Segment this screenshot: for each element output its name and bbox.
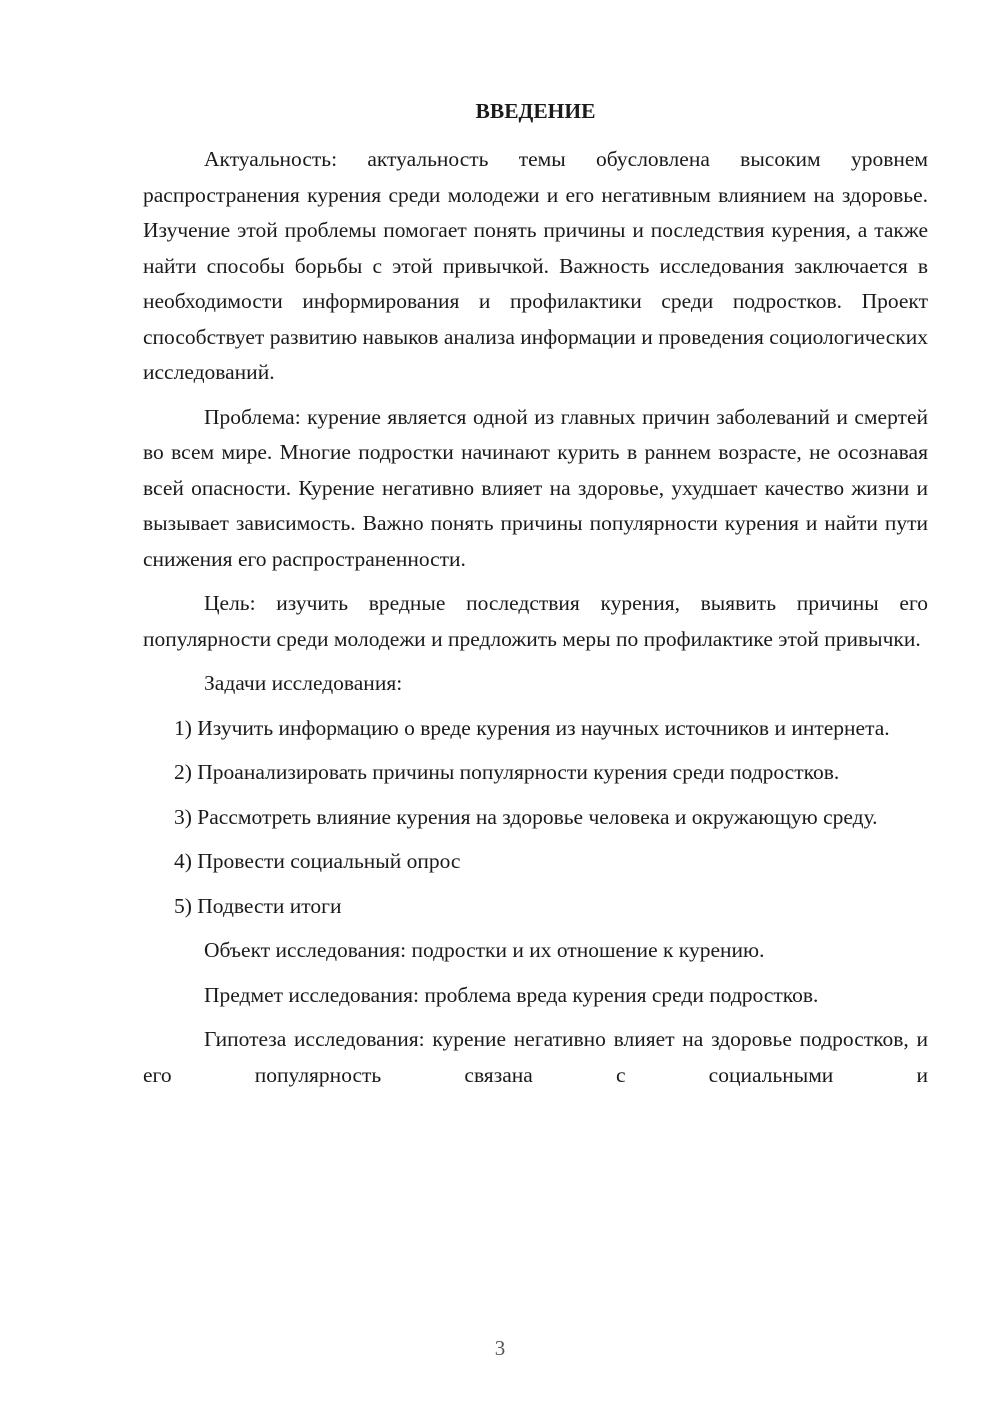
task-item: 1) Изучить информацию о вреде курения из научных источников и интернета.: [174, 715, 890, 740]
research-hypothesis: Гипотеза исследования: курение негативно влияет на здоровье подростков, и его популярность связана с социальными и: [143, 1027, 928, 1087]
paragraph-relevance: Актуальность: актуальность темы обусловлена высоким уровнем распространения курения среди молодежи и его негативным влиянием на здоровье. Изучение этой проблемы помогает понять причины и последствия курения, а также найти способы борьбы с этой привычкой. Важность исследования заключается в необходимости информирования и профилактики среди подростков. Проект способствует развитию навыков анализа информации и проведения социологических исследований.: [143, 147, 928, 384]
task-item: 5) Подвести итоги: [174, 893, 342, 918]
research-subject: Предмет исследования: проблема вреда курения среди подростков.: [204, 982, 819, 1007]
page-content: [143, 96, 928, 1102]
paragraph-problem: Проблема: курение является одной из главных причин заболеваний и смертей во всем мире. Многие подростки начинают курить в раннем возрасте, не осознавая всей опасности. Курение негативно влияет на здоровье, ухудшает качество жизни и вызывает зависимость. Важно понять причины популярности курения и найти пути снижения его распространенности.: [143, 404, 928, 571]
page-number: 3: [494, 1336, 506, 1360]
paragraph-goal: Цель: изучить вредные последствия курения, выявить причины его популярности среди молодежи и предложить меры по профилактике этой привычки.: [143, 591, 928, 651]
page-title: ВВЕДЕНИЕ: [475, 99, 596, 123]
task-item: 4) Провести социальный опрос: [174, 849, 461, 873]
tasks-heading: Задачи исследования:: [204, 671, 403, 695]
research-object: Объект исследования: подростки и их отношение к курению.: [204, 938, 765, 962]
task-item: 2) Проанализировать причины популярности курения среди подростков.: [174, 760, 840, 784]
task-item: 3) Рассмотреть влияние курения на здоровье человека и окружающую среду.: [174, 804, 878, 829]
